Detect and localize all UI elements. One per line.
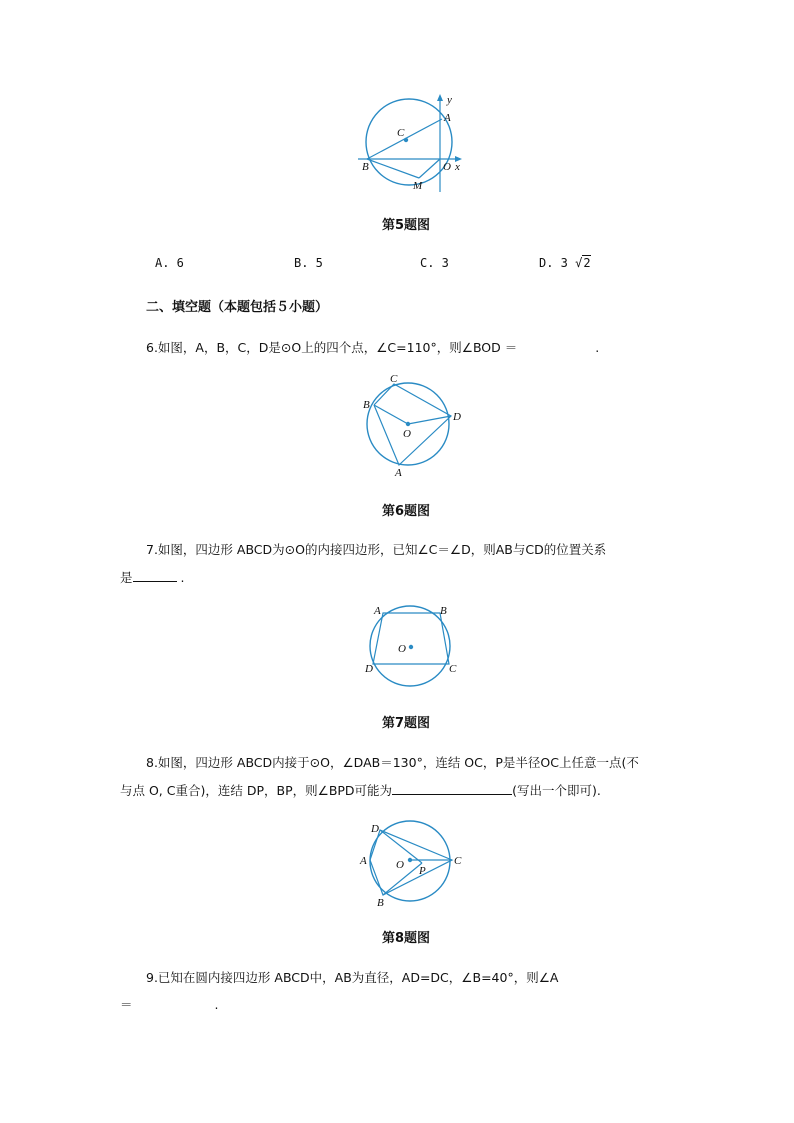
figure-7 [360,600,470,690]
fig5-y-arrow [437,94,443,101]
q8-line2-suffix: (写出一个即可). [512,783,601,798]
q9-line2 [120,995,219,1013]
fig8-label-o: O [396,859,404,871]
fig7-center-dot [409,645,413,649]
fig5-label-m: M [413,180,423,192]
fig5-caption: 第5题图 [382,218,431,233]
figure-8 [356,818,468,912]
fig7-quad [373,613,449,664]
q8-line1: 8.如图，四边形 ABCD内接于⊙O，∠DAB＝130°，连结 OC，P是半径OC上任意一点(不 [146,755,639,770]
option-d [539,256,591,270]
q8-line2-prefix: 与点 O, C重合)，连结 DP，BP，则∠BPD可能为 [120,783,393,798]
q6-text [146,338,599,356]
fig6-label-a: A [395,467,402,479]
fig7-label-c: C [449,663,457,675]
option-b: B. 5 [294,256,323,270]
figure-6 [357,372,467,482]
fig6-label-c: C [390,373,398,385]
fig5-label-y: y [447,94,452,106]
section2-title: 二、填空题（本题包括５小题） [146,300,329,315]
fig8-quad [370,830,452,895]
q7-line2-prefix: 是 [120,570,133,585]
q9-line1: 9.已知在圆内接四边形 ABCD中，AB为直径，AD=DC，∠B=40°，则∠A [146,970,559,985]
q7-end: . [180,570,185,585]
fig5-label-x: x [455,161,460,173]
q8-answer-blank[interactable] [392,782,512,795]
option-d-radicand: 2 [583,256,591,270]
fig8-label-c: C [454,855,462,867]
fig8-label-a: A [360,855,367,867]
q6-answer-blank[interactable] [521,340,591,352]
q8-line2 [120,781,601,799]
fig8-label-b: B [377,897,384,909]
sqrt-symbol: √2 [575,256,591,270]
fig5-circle [366,99,452,185]
fig5-center-dot [404,138,408,142]
fig5-label-c: C [397,127,405,139]
fig8-label-d: D [371,823,379,835]
q9-line2-prefix: ＝ [120,997,133,1012]
q7-answer-blank[interactable] [133,569,177,582]
fig6-quad [374,384,451,465]
fig6-label-b: B [363,399,370,411]
fig6-ob [374,405,408,424]
fig7-label-o: O [398,643,406,655]
fig5-label-a: A [444,112,451,124]
fig5-label-o: O [443,161,451,173]
q6-stem: 6.如图，A，B，C，D是⊙O上的四个点，∠C=110°，则∠BOD ＝ [146,340,518,355]
q7-line2 [120,568,184,586]
fig6-center-dot [406,422,410,426]
fig6-caption: 第6题图 [382,504,431,519]
q9-answer-blank[interactable] [133,997,215,1009]
figure-5 [350,88,480,198]
option-c: C. 3 [420,256,449,270]
fig8-center-dot [408,858,412,862]
fig6-label-o: O [403,428,411,440]
fig7-label-a: A [374,605,381,617]
q6-end: . [595,340,600,355]
fig7-label-b: B [440,605,447,617]
fig7-label-d: D [365,663,373,675]
fig8-caption: 第8题图 [382,931,431,946]
option-d-prefix: D. 3 [539,256,568,270]
fig8-label-p: P [419,865,426,877]
q7-line1: 7.如图，四边形 ABCD为⊙O的内接四边形，已知∠C＝∠D，则AB与CD的位置关系 [146,542,607,557]
fig6-label-d: D [453,411,461,423]
fig7-caption: 第7题图 [382,716,431,731]
option-a: A. 6 [155,256,184,270]
fig5-label-b: B [362,161,369,173]
q9-end: . [214,997,219,1012]
